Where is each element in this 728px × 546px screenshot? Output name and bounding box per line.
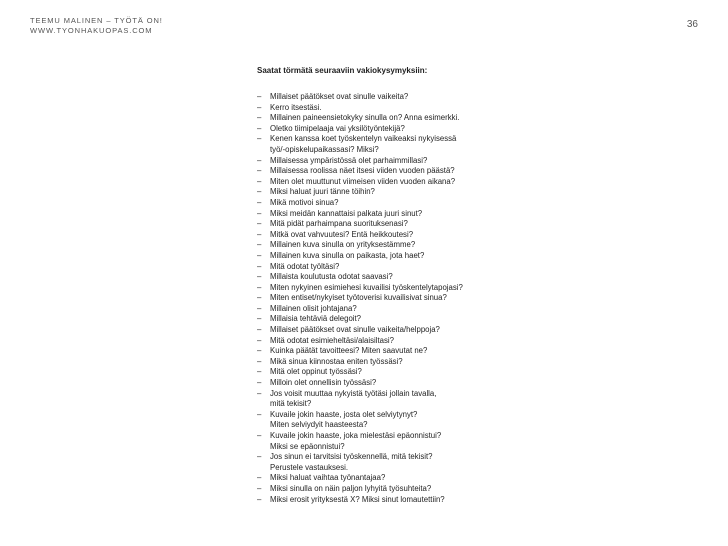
question-text: Mitkä ovat vahvuutesi? Entä heikkoutesi? [270, 229, 414, 239]
question-text: Mitä pidät parhaimpana suorituksenasi? [270, 219, 408, 229]
dash-bullet: – [257, 473, 262, 483]
question-text: Miksi haluat juuri tänne töihin? [270, 187, 375, 197]
question-text: Jos sinun ei tarvitsisi työskennellä, mitä tekisit? Perustele vastauksesi. [270, 452, 433, 472]
question-item [257, 177, 637, 188]
question-item [257, 336, 637, 347]
dash-bullet: – [257, 367, 262, 377]
question-text: Miksi haluat vaihtaa työnantajaa? [270, 473, 386, 483]
dash-bullet: – [257, 219, 262, 229]
question-item [257, 293, 637, 304]
dash-bullet: – [257, 282, 262, 292]
dash-bullet: – [257, 494, 262, 504]
dash-bullet: – [257, 483, 262, 493]
dash-bullet: – [257, 113, 262, 123]
question-item [257, 134, 637, 155]
question-item [257, 357, 637, 368]
question-text: Mitä odotat esimieheltäsi/alaisiltasi? [270, 335, 394, 345]
question-text: Millainen paineensietokyky sinulla on? Anna esimerkki. [270, 113, 460, 123]
question-text: Mikä motivoi sinua? [270, 197, 339, 207]
question-text: Millaiset päätökset ovat sinulle vaikeita? [270, 92, 409, 101]
dash-bullet: – [257, 240, 262, 250]
dash-bullet: – [257, 431, 262, 440]
question-text: Millaiset päätökset ovat sinulle vaikeita/helppoja? [270, 325, 440, 335]
dash-bullet: – [257, 325, 262, 335]
dash-bullet: – [257, 261, 262, 271]
question-text: Millainen olisit johtajana? [270, 303, 357, 313]
dash-bullet: – [257, 134, 262, 144]
dash-bullet: – [257, 102, 262, 112]
dash-bullet: – [257, 123, 262, 133]
question-item [257, 209, 637, 220]
question-item [257, 124, 637, 135]
question-item [257, 484, 637, 495]
main-content [257, 65, 637, 505]
question-item [257, 251, 637, 262]
question-item [257, 230, 637, 241]
question-text: Millaisessa ympäristössä olet parhaimmillasi? [270, 155, 428, 165]
question-list [257, 92, 637, 505]
question-item [257, 314, 637, 325]
question-text: Millaisessa roolissa näet itsesi viiden vuoden päästä? [270, 166, 455, 176]
dash-bullet: – [257, 346, 262, 356]
question-item [257, 219, 637, 230]
question-item [257, 156, 637, 167]
section-heading: Saatat törmätä seuraaviin vakiokysymyksiin: [257, 66, 428, 75]
question-item [257, 389, 637, 410]
question-text: Millainen kuva sinulla on yrityksestämme? [270, 240, 416, 250]
dash-bullet: – [257, 409, 262, 419]
dash-bullet: – [257, 314, 262, 324]
dash-bullet: – [257, 335, 262, 345]
question-text: Milloin olet onnellisin työssäsi? [270, 378, 377, 388]
question-text: Mitä olet oppinut työssäsi? [270, 367, 362, 377]
question-text: Miksi sinulla on näin paljon lyhyitä työsuhteita? [270, 483, 432, 493]
dash-bullet: – [257, 92, 262, 101]
dash-bullet: – [257, 197, 262, 207]
question-text: Mitä odotat työltäsi? [270, 261, 340, 271]
question-text: Oletko tiimipelaaja vai yksilötyöntekijä? [270, 123, 405, 133]
question-item [257, 304, 637, 315]
question-text: Millaista koulutusta odotat saavasi? [270, 272, 393, 282]
dash-bullet: – [257, 187, 262, 197]
dash-bullet: – [257, 166, 262, 176]
question-text: Millainen kuva sinulla on paikasta, jota haet? [270, 250, 425, 260]
dash-bullet: – [257, 293, 262, 303]
question-item [257, 103, 637, 114]
dash-bullet: – [257, 378, 262, 388]
question-item [257, 378, 637, 389]
dash-bullet: – [257, 208, 262, 218]
question-item [257, 240, 637, 251]
dash-bullet: – [257, 176, 262, 186]
question-text: Kenen kanssa koet työskentelyn vaikeaksi nykyisessä työ/-opiskelupaikassasi? Miksi? [270, 134, 457, 154]
question-item [257, 495, 637, 506]
question-item [257, 431, 637, 452]
question-text: Miten olet muuttunut viimeisen viiden vuoden aikana? [270, 176, 456, 186]
question-item [257, 272, 637, 283]
page-number: 36 [686, 19, 698, 30]
dash-bullet: – [257, 272, 262, 282]
question-item [257, 452, 637, 473]
question-item [257, 346, 637, 357]
question-text: Kuvaile jokin haaste, joka mielestäsi epäonnistui? Miksi se epäonnistui? [270, 431, 442, 451]
question-text: Millaisia tehtäviä delegoit? [270, 314, 362, 324]
question-text: Miten entiset/nykyiset työtoverisi kuvailisivat sinua? [270, 293, 447, 303]
question-item [257, 410, 637, 431]
question-item [257, 367, 637, 378]
question-item [257, 198, 637, 209]
question-item [257, 262, 637, 273]
question-item [257, 325, 637, 336]
question-item [257, 283, 637, 294]
dash-bullet: – [257, 388, 262, 398]
question-item [257, 187, 637, 198]
question-text: Jos voisit muuttaa nykyistä työtäsi jollain tavalla, mitä tekisit? [270, 388, 437, 409]
question-text: Mikä sinua kiinnostaa eniten työssäsi? [270, 356, 403, 366]
question-item [257, 473, 637, 484]
question-item [257, 92, 637, 103]
header-author-title: TEEMU MALINEN – TYÖTÄ ON! [30, 16, 163, 25]
question-text: Kerro itsestäsi. [270, 102, 322, 112]
question-item [257, 113, 637, 124]
question-text: Miksi meidän kannattaisi palkata juuri sinut? [270, 208, 423, 218]
document-header [30, 16, 163, 36]
question-text: Miten nykyinen esimiehesi kuvailisi työskentelytapojasi? [270, 282, 463, 292]
dash-bullet: – [257, 303, 262, 313]
dash-bullet: – [257, 356, 262, 366]
dash-bullet: – [257, 452, 262, 462]
question-text: Kuinka päätät tavoitteesi? Miten saavutat ne? [270, 346, 428, 356]
header-website: WWW.TYONHAKUOPAS.COM [30, 26, 153, 35]
question-text: Kuvaile jokin haaste, josta olet selviytynyt? Miten selviydyit haasteesta? [270, 409, 418, 430]
question-text: Miksi erosit yrityksestä X? Miksi sinut lomautettiin? [270, 494, 445, 504]
dash-bullet: – [257, 250, 262, 260]
dash-bullet: – [257, 155, 262, 165]
dash-bullet: – [257, 229, 262, 239]
question-item [257, 166, 637, 177]
